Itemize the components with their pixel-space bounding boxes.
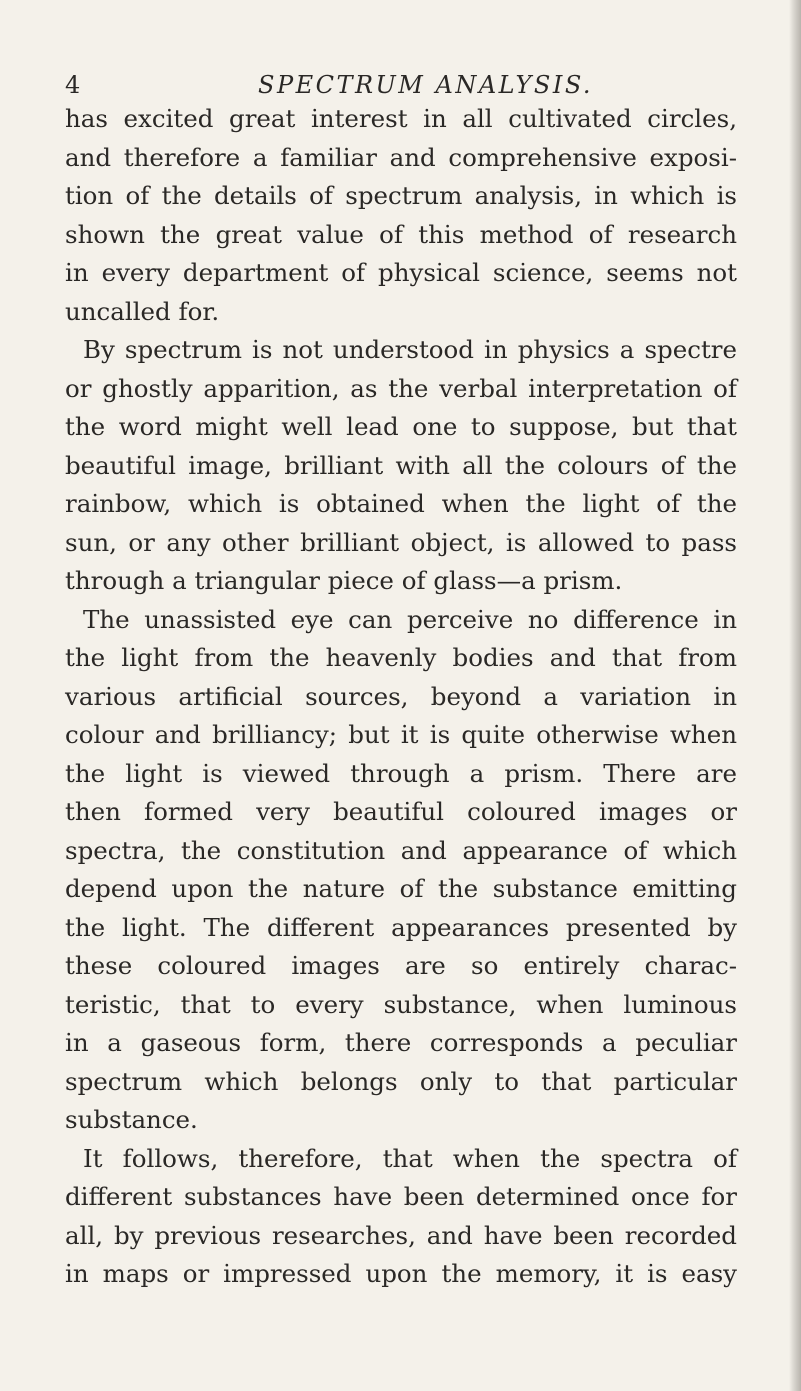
text-line: uncalled for. (65, 296, 220, 326)
text-line: The unassisted eye can perceive no difference in (83, 604, 737, 634)
text-line: spectrum which belongs only to that particular (65, 1066, 737, 1096)
text-line: rainbow, which is obtained when the light of the (65, 489, 737, 518)
text-run: is not understood in physics a spectre (241, 335, 737, 364)
text-line: various artificial sources, beyond a variation in (65, 681, 737, 711)
text-line: then formed very beautiful coloured images or (65, 797, 737, 826)
page-edge-shadow (789, 0, 801, 1391)
body-text (65, 100, 737, 1294)
text-line: the word might well lead one to suppose, but that (65, 412, 737, 441)
text-line: through a triangular piece of glass—a prism. (65, 566, 623, 595)
text-line: the light from the heavenly bodies and that from (65, 643, 737, 672)
text-line: spectra, the constitution and appearance of which (65, 835, 737, 865)
text-line (65, 331, 737, 370)
text-line: shown the great value of this method of research (65, 219, 737, 249)
text-line: has excited great interest in all cultivated circles, (65, 104, 737, 133)
running-head: SPECTRUM ANALYSIS. (258, 71, 594, 99)
text-line: colour and brilliancy; but it is quite otherwise when (65, 720, 737, 749)
text-line: teristic, that to every substance, when luminous (65, 989, 737, 1019)
text-line: these coloured images are so entirely charac- (65, 951, 737, 980)
text-line: all, by previous researches, and have been recorded (65, 1220, 737, 1250)
page-header (65, 68, 755, 102)
text-line: beautiful image, brilliant with all the colours of the (65, 450, 737, 480)
text-line: sun, or any other brilliant object, is allowed to pass (65, 527, 737, 557)
text-run: By (83, 335, 125, 364)
text-line: in maps or impressed upon the memory, it is easy (65, 1259, 737, 1288)
text-line: in a gaseous form, there corresponds a peculiar (65, 1028, 737, 1057)
text-line: in every department of physical science, seems not (65, 258, 737, 287)
text-line: different substances have been determined once for (65, 1182, 737, 1211)
text-line: and therefore a familiar and comprehensive exposi- (65, 142, 737, 172)
text-line: the light is viewed through a prism. There are (65, 758, 737, 788)
text-line: the light. The different appearances presented by (65, 912, 737, 942)
text-line: substance. (65, 1105, 198, 1134)
page-number: 4 (65, 71, 81, 99)
text-line: or ghostly apparition, as the verbal interpretation of (65, 373, 737, 403)
text-line: It follows, therefore, that when the spectra of (83, 1143, 737, 1173)
italic-term: spectrum (124, 335, 242, 364)
text-line: depend upon the nature of the substance emitting (65, 874, 737, 903)
text-line: tion of the details of spectrum analysis, in which is (65, 181, 737, 210)
